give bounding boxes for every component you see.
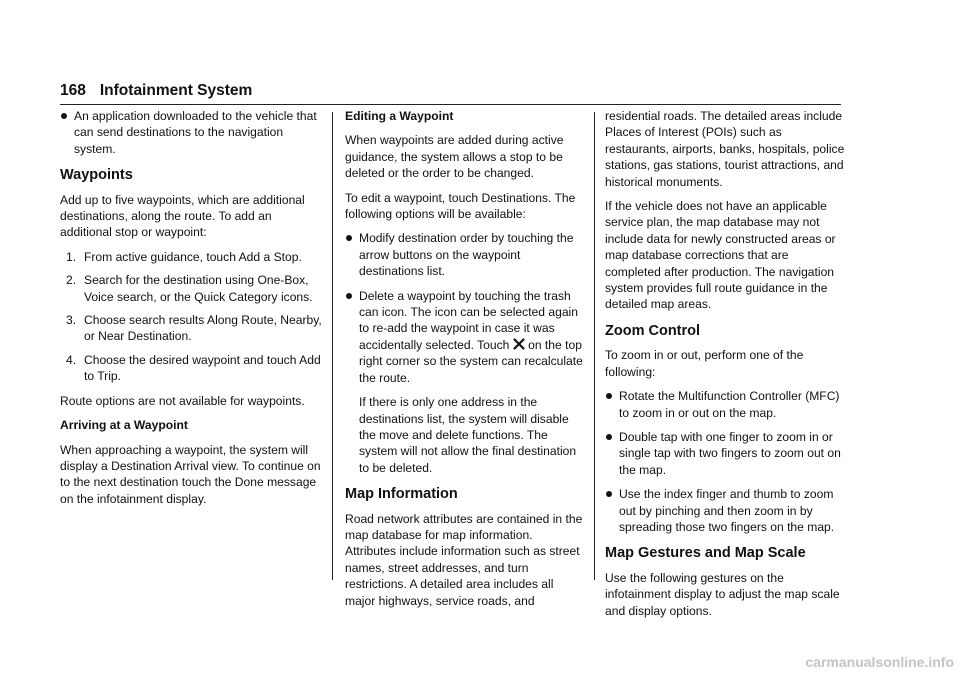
steps-list: [60, 249, 322, 385]
section-heading-map-gestures: Map Gestures and Map Scale: [605, 545, 806, 562]
list-item: [345, 288, 583, 386]
list-item: An application downloaded to the vehicle that can send destinations to the navigation system.: [60, 108, 322, 157]
step-item: [60, 312, 322, 345]
paragraph: residential roads. The detailed areas include Places of Interest (POIs) such as restaurants, airports, banks, hospitals, police stations, gas stations, tourist attractions, and historical monuments.: [605, 109, 845, 189]
column-2: [345, 108, 583, 617]
step-item: [60, 249, 322, 265]
step-item: [60, 272, 322, 305]
paragraph: If the vehicle does not have an applicable service plan, the map database may not include data for newly constructed areas or map database corrections that are completed after production. The navigation system provides full route guidance in the detailed map areas.: [605, 199, 836, 312]
paragraph: To edit a waypoint, touch Destinations. The following options will be available:: [345, 190, 576, 222]
paragraph: When approaching a waypoint, the system will display a Destination Arrival view. To continue on to the next destination touch the Done message on the infotainment display.: [60, 442, 321, 506]
list-item-text: on the top right corner so the system can recalculate the route.: [359, 337, 583, 385]
list-item: Rotate the Multifunction Controller (MFC) to zoom in or out on the map.: [605, 388, 845, 421]
step-number: 3.: [66, 313, 77, 328]
column-divider-2: [594, 112, 595, 580]
section-heading-waypoints: Waypoints: [60, 167, 133, 184]
list-item: Double tap with one finger to zoom in or single tap with two fingers to zoom out on the map.: [605, 429, 845, 478]
step-number: 4.: [66, 352, 77, 367]
step-item: [60, 352, 322, 385]
paragraph: If there is only one address in the destinations list, the system will disable the move and delete functions. The system will not allow the final destination to be deleted.: [359, 395, 577, 475]
bullet-list: [60, 108, 322, 157]
subheading-editing: Editing a Waypoint: [345, 109, 454, 123]
step-text: Choose search results Along Route, Nearby, or Near Destination.: [84, 313, 322, 344]
column-divider-1: [332, 112, 333, 580]
subheading-arriving: Arriving at a Waypoint: [60, 418, 188, 433]
paragraph: Road network attributes are contained in the map database for map information. Attributes include information such as street names, street addresses, and turn restrictions. A detailed area includes all major highways, service roads, and: [345, 511, 583, 608]
section-heading-map-information: Map Information: [345, 486, 458, 503]
step-text: Choose the desired waypoint and touch Add to Trip.: [84, 352, 321, 384]
step-text: Search for the destination using One-Box, Voice search, or the Quick Category icons.: [84, 273, 313, 304]
header-rule: [60, 104, 841, 105]
step-number: 2.: [66, 273, 77, 288]
list-item: Modify destination order by touching the arrow buttons on the waypoint destinations list.: [345, 230, 583, 279]
bullet-list: [605, 388, 845, 535]
section-heading-zoom-control: Zoom Control: [605, 322, 701, 339]
paragraph: To zoom in or out, perform one of the following:: [605, 348, 804, 379]
list-item-text: Delete a waypoint by touching the trash can icon. The icon can be selected again to re-add the waypoint in case it was accidentally selected. Touch: [359, 288, 578, 352]
paragraph: Route options are not available for waypoints.: [60, 393, 305, 408]
page-number: 168: [60, 82, 86, 99]
watermark: carmanualsonline.info: [805, 654, 954, 670]
close-x-icon: [513, 338, 525, 350]
paragraph: Use the following gestures on the infotainment display to adjust the map scale and display options.: [605, 570, 840, 618]
step-text: From active guidance, touch Add a Stop.: [84, 249, 302, 264]
bullet-list: [345, 230, 583, 386]
page-title: Infotainment System: [99, 82, 253, 99]
step-number: 1.: [66, 249, 77, 264]
column-3: [605, 108, 845, 627]
paragraph: When waypoints are added during active guidance, the system allows a stop to be deleted or the order to be changed.: [345, 133, 564, 181]
list-item: Use the index finger and thumb to zoom out by pinching and then zoom in by spreading those two fingers on the map.: [605, 486, 845, 535]
page-header: [60, 82, 252, 100]
paragraph: Add up to five waypoints, which are additional destinations, along the route. To add an additional stop or waypoint:: [60, 192, 305, 240]
column-1: [60, 108, 322, 515]
